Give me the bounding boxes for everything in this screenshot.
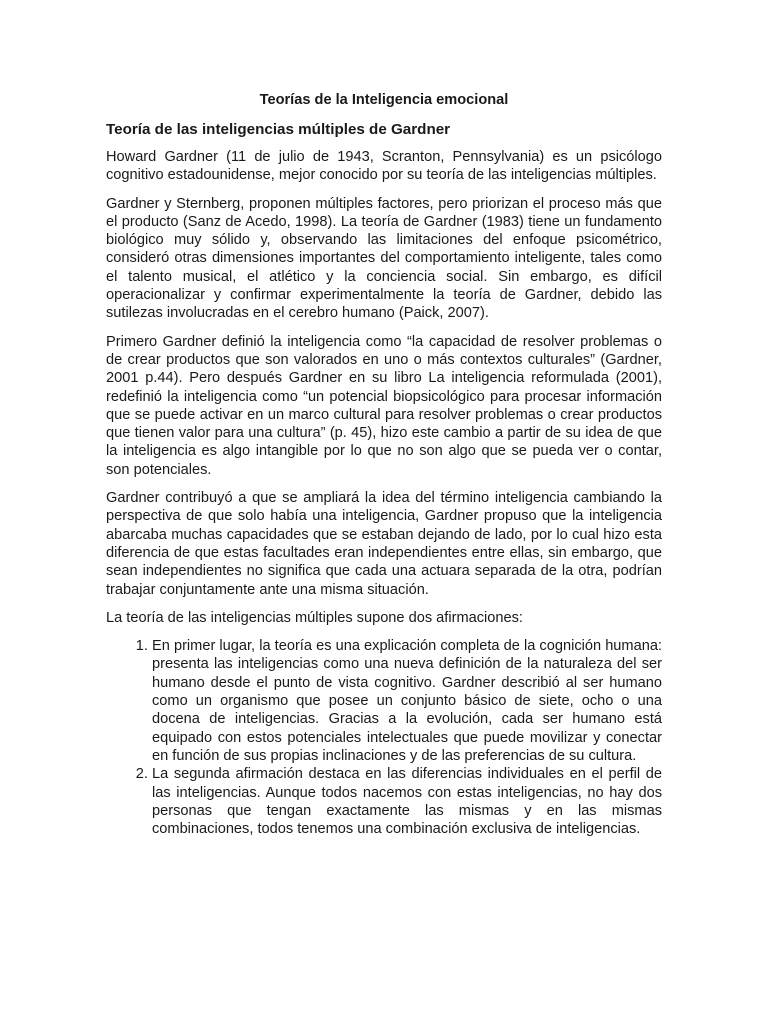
list-item: 2. La segunda afirmación destaca en las diferencias individuales en el perfil de las inteligencias. Aunque todos nacemos con estas inteligencias, no hay dos personas que tengan exactamente las mismas y en las mismas combinaciones, todos tenemos una combinación exclusiva de inteligencias. [152,765,662,838]
paragraph-gardner-contribution: Gardner contribuyó a que se ampliará la idea del término inteligencia cambiando la perspectiva de que solo había una inteligencia, Gardner propuso que la inteligencia abarcaba muchas capacidades que se estaban dejando de lado, por lo cual hizo esta diferencia de que estas facultades eran independientes entre ellas, sin embargo, que sean independientes no significa que cada una actuara separada de la otra, podrían trabajar conjuntamente ante una misma situación. [106,490,662,598]
document-title: Teorías de la Inteligencia emocional [259,92,509,108]
list-item: 1. En primer lugar, la teoría es una explicación completa de la cognición humana: presenta las inteligencias como una nueva definición de la naturaleza del ser humano desde el punto de vista cognitivo. Gardner describió al ser humano como un organismo que posee un conjunto básico de siete, ocho o una docena de inteligencias. Gracias a la evolución, cada ser humano está equipado con estos potenciales intelectuales que puede movilizar y conectar en función de sus propias inclinaciones y de las preferencias de su cultura. [152,637,662,765]
paragraph-two-claims-intro: La teoría de las inteligencias múltiples supone dos afirmaciones: [106,609,523,626]
paragraph-intelligence-definition: Primero Gardner definió la inteligencia como “la capacidad de resolver problemas o de crear productos que son valorados en uno o más contextos culturales” (Gardner, 2001 p.44). Pero después Gardner en su libro La inteligencia reformulada (2001), redefinió la inteligencia como “un potencial biopsicológico para procesar información que se puede activar en un marco cultural para resolver problemas o crear productos que tienen valor para una cultura” (p. 45), hizo este cambio a partir de su idea de que la inteligencia es algo intangible por lo que no son algo que se pueda ver o contar, son potenciales. [106,333,662,478]
claims-list [106,637,662,838]
paragraph-gardner-sternberg: Gardner y Sternberg, proponen múltiples factores, pero priorizan el proceso más que el producto (Sanz de Acedo, 1998). La teoría de Gardner (1983) tiene un fundamento biológico muy sólido y, observando las limitaciones del enfoque psicométrico, consideró otras dimensiones importantes del comportamiento inteligente, tales como el talento musical, el atlético y la conciencia social. Sin embargo, es difícil operacionalizar y confirmar experimentalmente la teoría de Gardner, debido las sutilezas involucradas en el cerebro humano (Paick, 2007). [106,195,662,322]
paragraph-gardner-intro: Howard Gardner (11 de julio de 1943, Scranton, Pennsylvania) es un psicólogo cognitivo estadounidense, mejor conocido por su teoría de las inteligencias múltiples. [106,149,662,184]
section-heading: Teoría de las inteligencias múltiples de Gardner [106,121,451,138]
